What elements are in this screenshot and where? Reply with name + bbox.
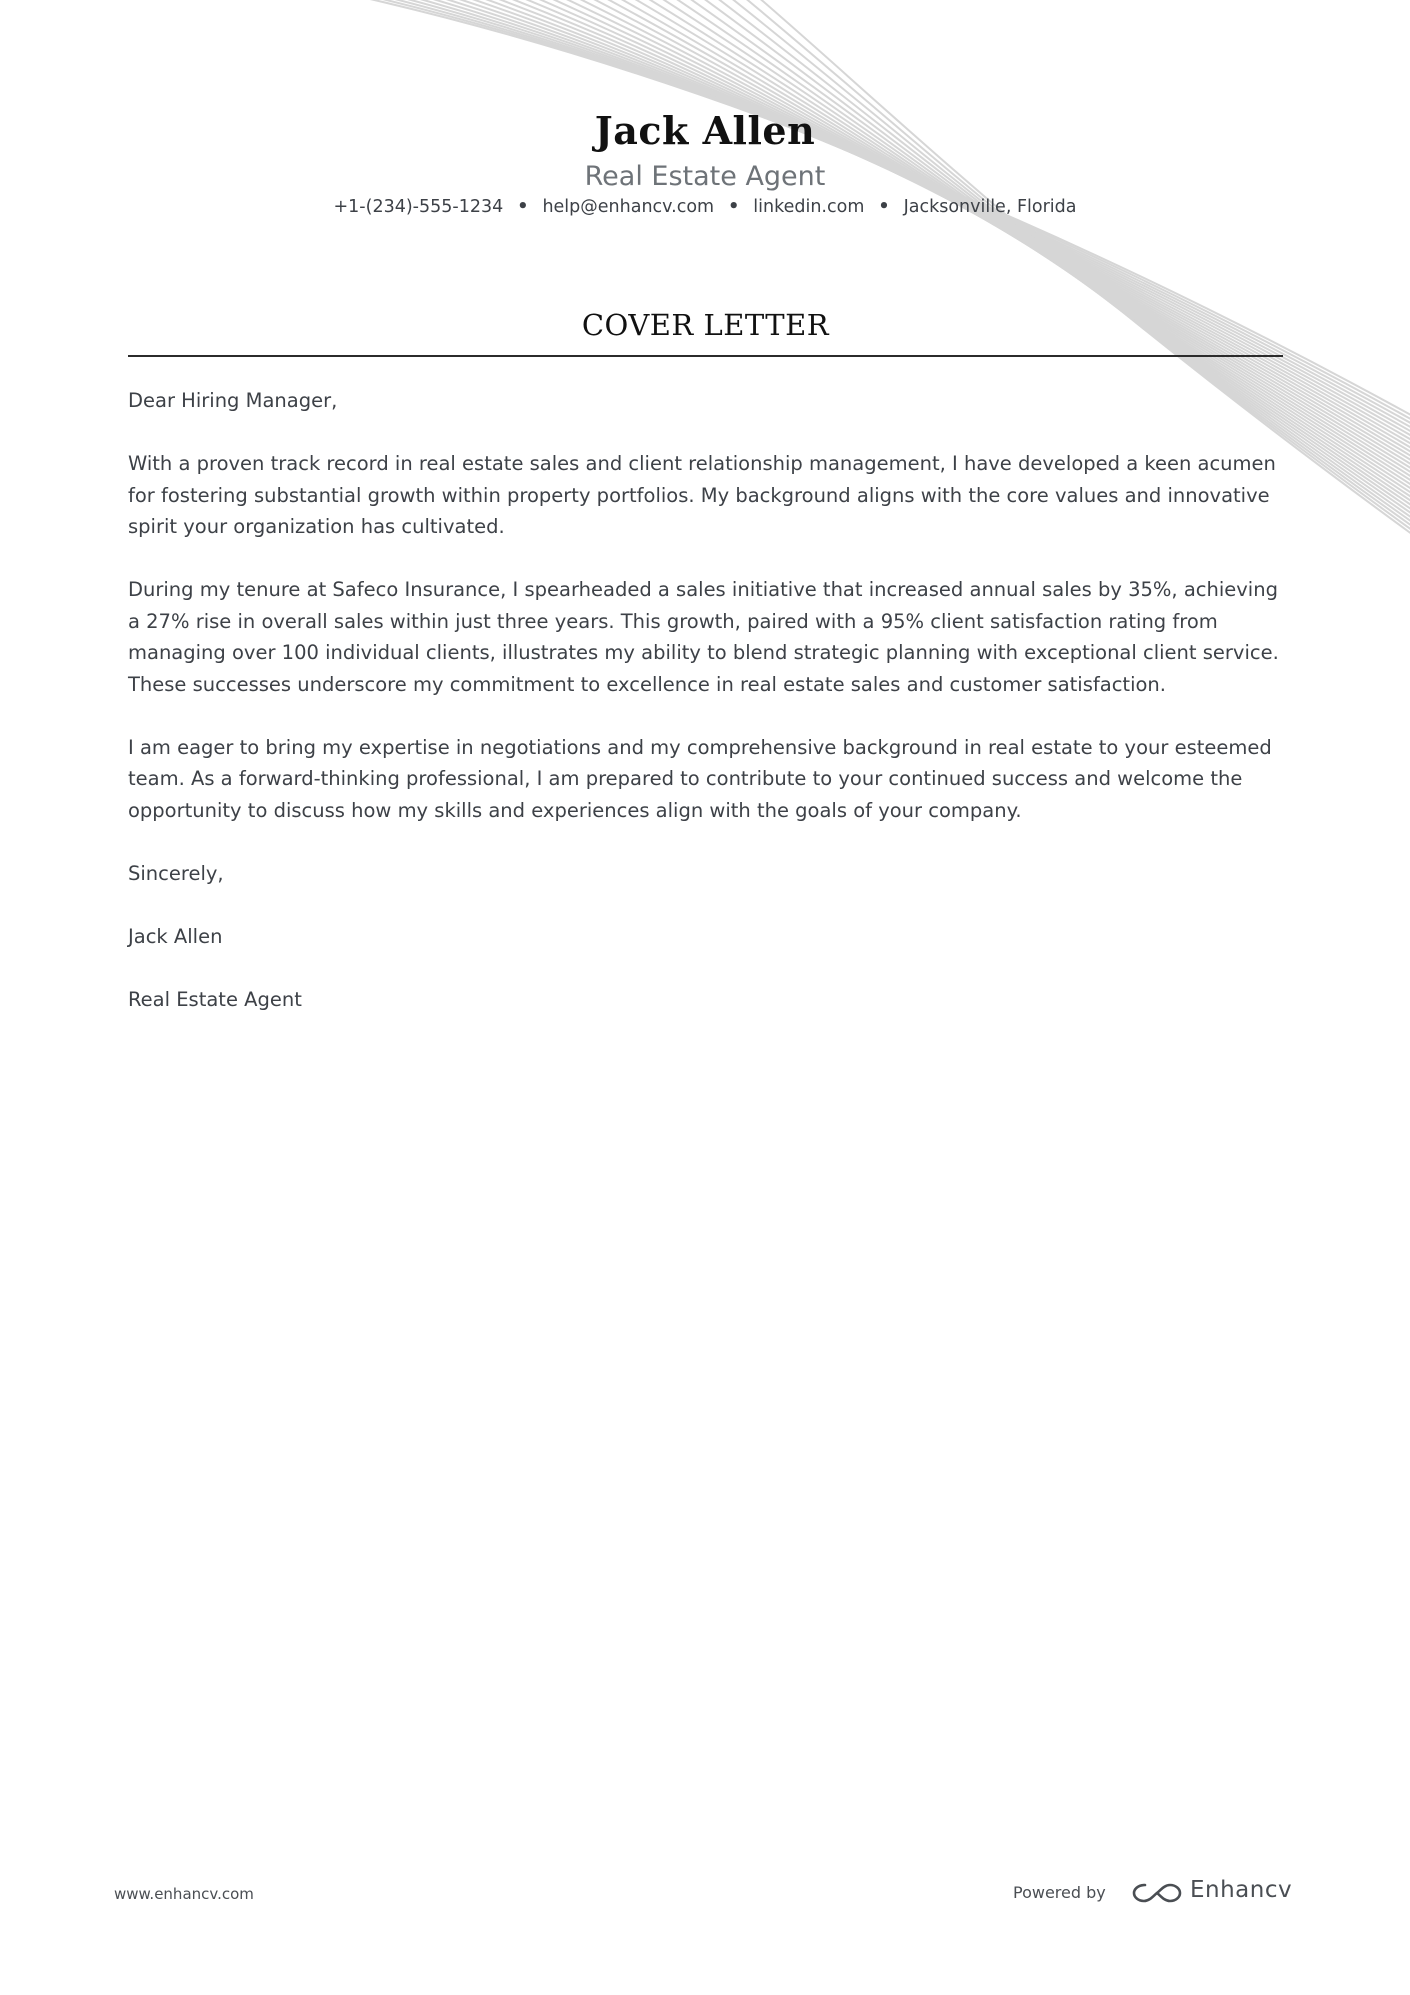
letter-paragraph: I am eager to bring my expertise in negotiations and my comprehensive background in real estate to your esteemed team. As a forward-thinking professional, I am prepared to contribute to your continued success and welcome the opportunity to discuss how my skills and experiences align with the goals of your company. bbox=[128, 735, 1272, 822]
brand-name: Enhancv bbox=[1190, 1877, 1293, 1903]
letter-body bbox=[128, 385, 1283, 1047]
letter-paragraph: During my tenure at Safeco Insurance, I spearheaded a sales initiative that increased annual sales by 35%, achieving a 27% rise in overall sales within just three years. This growth, paired with a 95% client satisfaction rating from managing over 100 individual clients, illustrates my ability to blend strategic planning with exceptional client service. These successes underscore my commitment to excellence in real estate sales and customer satisfaction. bbox=[128, 578, 1279, 696]
section-title: COVER LETTER bbox=[581, 308, 830, 342]
email-link[interactable]: help@enhancv.com bbox=[542, 197, 715, 217]
separator-dot: • bbox=[878, 197, 890, 217]
section-divider bbox=[128, 355, 1283, 357]
signature-title: Real Estate Agent bbox=[128, 987, 302, 1011]
phone-text: +1-(234)-555-1234 bbox=[333, 197, 504, 217]
wave-line bbox=[388, 0, 1410, 437]
linkedin-link[interactable]: linkedin.com bbox=[753, 197, 865, 217]
footer-website-link[interactable]: www.enhancv.com bbox=[114, 1885, 254, 1903]
wave-line bbox=[431, 0, 1410, 449]
powered-by-text: Powered by bbox=[1013, 1883, 1106, 1902]
separator-dot: • bbox=[517, 197, 529, 217]
wave-line bbox=[402, 0, 1410, 441]
infinity-icon bbox=[1132, 1879, 1182, 1907]
candidate-name: Jack Allen bbox=[594, 108, 816, 153]
wave-line bbox=[417, 0, 1410, 445]
signature-name: Jack Allen bbox=[128, 924, 223, 948]
letter-paragraph: With a proven track record in real estate sales and client relationship management, I have developed a keen acumen for fostering substantial growth within property portfolios. My background aligns with the core values and innovative spirit your organization has cultivated. bbox=[128, 452, 1276, 538]
candidate-title: Real Estate Agent bbox=[584, 161, 826, 192]
greeting: Dear Hiring Manager, bbox=[128, 389, 338, 412]
closing: Sincerely, bbox=[128, 861, 224, 885]
separator-dot: • bbox=[728, 197, 740, 217]
location-text: Jacksonville, Florida bbox=[903, 197, 1077, 217]
contact-info bbox=[0, 197, 1410, 217]
